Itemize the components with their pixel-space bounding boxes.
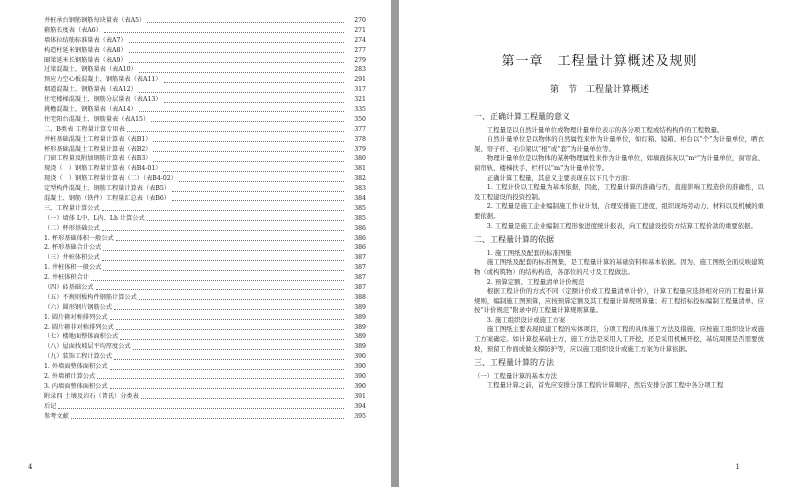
toc-entry-title: 2. 圆片箍非对称排列公式 <box>44 323 114 331</box>
toc-entry-title: 过梁混凝土、钢筋量表（表A10） <box>44 66 137 74</box>
toc-entry-title: （二）杯形基础公式 <box>44 224 100 232</box>
toc-entry-page: 390 <box>354 373 366 381</box>
toc-entry-page: 350 <box>354 115 366 123</box>
paragraph: 工程量计算之前，首先应安排分部工程的计算顺序，然后安排分部工程中各分项工程 <box>486 381 724 390</box>
toc-entry <box>44 105 366 115</box>
section-title: 第 节 工程量计算概述 <box>549 85 649 95</box>
paragraph: 物理计量单位是以物体的某种物理属性来作为计量单位，如墙面抹灰以“m²”为计量单位，窗帘盒、窗帘轨、楼梯扶手、栏杆以“m”为计量单位等。 <box>474 154 764 172</box>
toc-entry-page: 388 <box>354 293 366 301</box>
table-of-contents <box>44 16 366 422</box>
section-significance <box>474 126 764 232</box>
paragraph: 正确计算工程量，其意义主要表现在以下几个方面： <box>486 173 634 182</box>
toc-leader-dots <box>139 299 344 300</box>
toc-entry <box>44 75 366 85</box>
toc-entry-page: 390 <box>354 382 366 390</box>
toc-entry-page: 335 <box>354 106 366 113</box>
toc-leader-dots <box>102 210 344 211</box>
toc-leader-dots <box>164 102 344 103</box>
toc-entry-title: （七）楼地面整体面积公式 <box>44 333 119 341</box>
toc-leader-dots <box>129 52 344 53</box>
toc-entry-page: 395 <box>354 412 366 420</box>
toc-leader-dots <box>116 329 344 330</box>
toc-entry <box>44 95 366 105</box>
toc-leader-dots <box>102 230 344 231</box>
toc-entry-page: 317 <box>354 86 366 94</box>
toc-entry-title: 烟道混凝土、钢筋量表（表A12） <box>44 86 137 94</box>
toc-entry <box>44 342 366 352</box>
toc-leader-dots <box>139 92 344 93</box>
toc-entry <box>44 362 366 372</box>
toc-entry <box>44 352 366 362</box>
heading-basis: 二、工程量计算的依据 <box>474 235 554 245</box>
toc-leader-dots <box>151 121 344 122</box>
toc-entry-page: 377 <box>354 125 366 133</box>
toc-entry-page: 391 <box>354 392 366 400</box>
toc-entry <box>44 46 366 56</box>
toc-entry-page: 378 <box>354 135 366 143</box>
toc-entry <box>44 56 366 66</box>
toc-entry-page: 387 <box>354 254 366 262</box>
toc-leader-dots <box>141 398 344 399</box>
toc-entry-page: 383 <box>354 185 366 193</box>
toc-leader-dots <box>163 171 344 172</box>
toc-leader-dots <box>153 151 344 152</box>
toc-entry <box>44 194 366 204</box>
toc-entry-page: 389 <box>354 313 366 321</box>
toc-entry <box>44 85 366 95</box>
toc-entry-page: 274 <box>354 36 366 44</box>
toc-entry-title: 杯形基础混凝土工程量计算表（表B2） <box>44 145 152 153</box>
toc-leader-dots <box>114 309 344 310</box>
toc-entry-title: 现浇（ ）钢筋工程量计算表（二）（表B4-02） <box>44 175 177 183</box>
paragraph: 3. 施工组织设计或施工方案 <box>486 315 566 324</box>
subheading-basic-method: （一）工程量计算的基本方法 <box>474 371 558 380</box>
toc-entry-page: 379 <box>354 145 366 153</box>
toc-leader-dots <box>97 378 344 379</box>
toc-entry-page: 394 <box>354 402 366 410</box>
toc-entry <box>44 204 366 214</box>
toc-leader-dots <box>103 270 344 271</box>
toc-entry-title: 定型构件混凝土、钢筋工程量计算表（表B5） <box>44 185 171 193</box>
toc-entry-title: （四）砖基础公式 <box>44 284 94 292</box>
heading-methods: 三、工程量计算的方法 <box>474 358 554 368</box>
right-page <box>399 0 800 487</box>
toc-entry-title: （六）圆形钢片钢筋公式 <box>44 303 113 311</box>
toc-entry <box>44 303 366 313</box>
toc-entry-page: 387 <box>354 274 366 282</box>
toc-entry <box>44 214 366 224</box>
toc-entry-page: 386 <box>354 244 366 252</box>
toc-entry <box>44 184 366 194</box>
paragraph: 根据工程计价的方式不同（定额计价或工程量清单计价），计算工程量应选择相对应的工程量计算规则，编制施工图预算，应按预算定额及其工程量计算规则算量；若工程招标投标编制工程量清单，应按“计价规范”附录中的工程量计算规则算量。 <box>474 287 764 315</box>
toc-entry-page: 271 <box>354 26 366 34</box>
paragraph: 1. 施工图纸及配套的标准图集 <box>486 248 572 257</box>
toc-leader-dots <box>110 388 344 389</box>
toc-entry <box>44 263 366 273</box>
paragraph: 施工图纸及配套的标准图集，是工程量计算的基础资料和基本依据。因为，施工图纸全面反映建筑物（或构筑物）的结构构造，各部位的尺寸及工程做法。 <box>474 258 764 276</box>
toc-entry <box>44 392 366 402</box>
paragraph: 3. 工程量是施工企业编制工程形象进度统计报表，向工程建设投资方结算工程价款的重要依据。 <box>486 221 757 230</box>
toc-entry-title: 3. 内墙面整体面积公式 <box>44 382 108 390</box>
toc-entry-title: 混凝土、钢筋（铁件）工程量汇总表（表B6） <box>44 195 171 203</box>
toc-entry-title: 挑檐混凝土、钢筋量表（表A14） <box>44 106 137 113</box>
toc-entry <box>44 283 366 293</box>
toc-entry-page: 321 <box>354 96 366 104</box>
toc-entry-page: 386 <box>354 234 366 242</box>
toc-entry-page: 270 <box>354 16 366 24</box>
toc-entry-title: （三）井桩体积公式 <box>44 254 100 262</box>
toc-leader-dots <box>139 111 344 112</box>
toc-leader-dots <box>153 141 344 142</box>
toc-entry-page: 389 <box>354 343 366 351</box>
toc-entry <box>44 253 366 263</box>
toc-entry-page: 385 <box>354 204 366 212</box>
toc-leader-dots <box>164 82 344 83</box>
toc-leader-dots <box>58 408 344 409</box>
toc-leader-dots <box>116 240 344 241</box>
toc-entry-title: 预应力空心板混凝土、钢筋量表（表A11） <box>44 76 162 84</box>
toc-entry-title: 井桩承台钢筋钢筋每块量表（表A5） <box>44 16 146 24</box>
left-page <box>0 0 391 487</box>
toc-leader-dots <box>129 62 344 63</box>
toc-entry-page: 386 <box>354 224 366 232</box>
paragraph: 2. 预算定额、工程量清单计价规范 <box>486 277 585 286</box>
toc-leader-dots <box>110 319 344 320</box>
paragraph: 工程量是以自然计量单位或物理计量单位表示的各分项工程或结构构件的工程数量。 <box>486 125 724 134</box>
toc-entry <box>44 273 366 283</box>
toc-entry <box>44 382 366 392</box>
toc-leader-dots <box>129 42 344 43</box>
section-basis <box>474 249 764 355</box>
toc-entry <box>44 243 366 253</box>
toc-entry-title: （九）装饰工程计算公式 <box>44 353 113 361</box>
paragraph: 自然计量单位是以物体的自然属性来作为计量单位，如灯箱、镜箱、柜台以“个”为计量单位，晒衣架、帘子杆、毛巾架以“根”或“套”为计量单位等。 <box>474 135 764 153</box>
toc-leader-dots <box>153 161 344 162</box>
toc-entry-title: 1. 井桩体积一般公式 <box>44 264 102 272</box>
toc-entry-title: 墙体拉结筋标准量表（表A7） <box>44 36 127 44</box>
toc-entry-title: 2. 外墙裙计算公式 <box>44 373 96 381</box>
toc-entry <box>44 323 366 333</box>
toc-entry-title: （一）墙体 L中、L内、Lh 计算公式 <box>44 214 145 222</box>
paragraph: 施工图纸主要表现拟建工程的实体项目，分项工程的具体施工方法及措施，应按施工组织设计或施工方案确定。如计算挖基础土方，施工方法是采用人工开挖，还是采用机械开挖，基坑周围是否需要放坡，预留工作面或做支撑防护等，应以施工组织设计或施工方案为计算依据。 <box>474 325 764 353</box>
toc-entry <box>44 115 366 125</box>
toc-entry-title: 构造柱延米钢筋量表（表A8） <box>44 46 127 54</box>
toc-entry-title: 圈梁延米长钢筋量表（表A9） <box>44 56 127 64</box>
toc-entry <box>44 36 366 46</box>
toc-entry-title: 箍筋长度表（表A6） <box>44 26 102 34</box>
page-number-right: 1 <box>735 463 740 471</box>
toc-entry-title: 参考文献 <box>44 412 69 420</box>
toc-entry-page: 389 <box>354 333 366 341</box>
toc-entry <box>44 333 366 343</box>
toc-entry <box>44 164 366 174</box>
toc-entry-page: 380 <box>354 155 366 163</box>
toc-entry <box>44 65 366 75</box>
body-text <box>474 108 764 391</box>
chapter-title: 第一章 工程量计算概述及规则 <box>501 54 698 69</box>
toc-entry-page: 384 <box>354 195 366 203</box>
toc-leader-dots <box>147 220 344 221</box>
toc-leader-dots <box>96 289 345 290</box>
toc-entry-page: 389 <box>354 303 366 311</box>
toc-entry-page: 385 <box>354 214 366 222</box>
toc-entry-page: 283 <box>354 66 366 74</box>
toc-entry <box>44 154 366 164</box>
toc-entry-title: （八）屋面找坡层平均厚度公式 <box>44 343 131 351</box>
toc-entry <box>44 224 366 234</box>
toc-entry-title: 2. 杯形基础合计公式 <box>44 244 102 252</box>
toc-entry <box>44 16 366 26</box>
page-number-left: 4 <box>28 463 33 471</box>
paragraph: 2. 工程量是施工企业编制施工作业计划，合理安排施工进度，组织现场劳动力、材料以及机械的重要依据。 <box>474 202 764 220</box>
toc-entry-title: （五）不规则板构件钢筋计算公式 <box>44 293 137 301</box>
toc-entry-title: 住宅阳台混凝土、钢筋量表（表A15） <box>44 115 150 123</box>
toc-leader-dots <box>103 250 344 251</box>
toc-leader-dots <box>179 181 344 182</box>
toc-entry-title: 现浇（ ）钢筋工程量计算表（表B4-01） <box>44 165 162 173</box>
toc-entry-title: 二、B类表 工程量计算专用表 <box>44 125 125 133</box>
toc-entry-page: 277 <box>354 46 366 54</box>
toc-leader-dots <box>172 200 344 201</box>
toc-entry-title: 后记 <box>44 402 57 410</box>
toc-entry-title: 井桩基础混凝土工程量计算表（表B1） <box>44 135 152 143</box>
toc-entry <box>44 174 366 184</box>
toc-entry-page: 381 <box>354 165 366 173</box>
toc-entry-title: 门窗工程量及附加钢筋计算表（表B3） <box>44 155 152 163</box>
toc-entry <box>44 135 366 145</box>
toc-entry-page: 389 <box>354 323 366 331</box>
toc-leader-dots <box>133 349 344 350</box>
toc-leader-dots <box>139 72 344 73</box>
toc-entry-page: 387 <box>354 284 366 292</box>
toc-entry-page: 279 <box>354 56 366 64</box>
toc-entry <box>44 125 366 135</box>
toc-entry-page: 390 <box>354 353 366 361</box>
toc-leader-dots <box>120 339 344 340</box>
toc-entry <box>44 412 366 422</box>
toc-entry-title: 住宅楼梯混凝土、钢筋分层量表（表A13） <box>44 96 162 104</box>
toc-entry <box>44 293 366 303</box>
toc-entry-title: 2. 井桩体积合计 <box>44 274 89 282</box>
toc-entry <box>44 313 366 323</box>
toc-entry-title: 1. 外墙面整体面积公式 <box>44 363 108 371</box>
toc-leader-dots <box>102 260 344 261</box>
toc-leader-dots <box>91 280 344 281</box>
toc-entry <box>44 26 366 36</box>
toc-entry <box>44 234 366 244</box>
toc-entry <box>44 402 366 412</box>
toc-entry-title: 三、工程量计算公式 <box>44 204 100 212</box>
toc-entry-page: 390 <box>354 363 366 371</box>
toc-leader-dots <box>172 191 344 192</box>
toc-entry-page: 382 <box>354 175 366 183</box>
toc-entry <box>44 372 366 382</box>
toc-entry <box>44 145 366 155</box>
toc-entry-page: 291 <box>354 76 366 84</box>
toc-leader-dots <box>110 369 344 370</box>
toc-leader-dots <box>71 418 344 419</box>
toc-entry-title: 1. 圆片箍对称排列公式 <box>44 313 108 321</box>
toc-entry-page: 387 <box>354 264 366 272</box>
toc-leader-dots <box>104 32 344 33</box>
toc-leader-dots <box>114 359 344 360</box>
toc-leader-dots <box>127 131 344 132</box>
heading-significance: 一、正确计算工程量的意义 <box>474 112 570 121</box>
toc-leader-dots <box>147 22 344 23</box>
paragraph: 1. 工程计价以工程量为基本依据，因此，工程量计算的准确与否，直接影响工程造价的准确性，以及工程建设的投资控制。 <box>474 183 764 201</box>
toc-entry-title: 1. 杯形基础体积一般公式 <box>44 234 114 242</box>
toc-entry-title: 附录四 土壤及岩石（普氏）分类表 <box>44 392 139 400</box>
